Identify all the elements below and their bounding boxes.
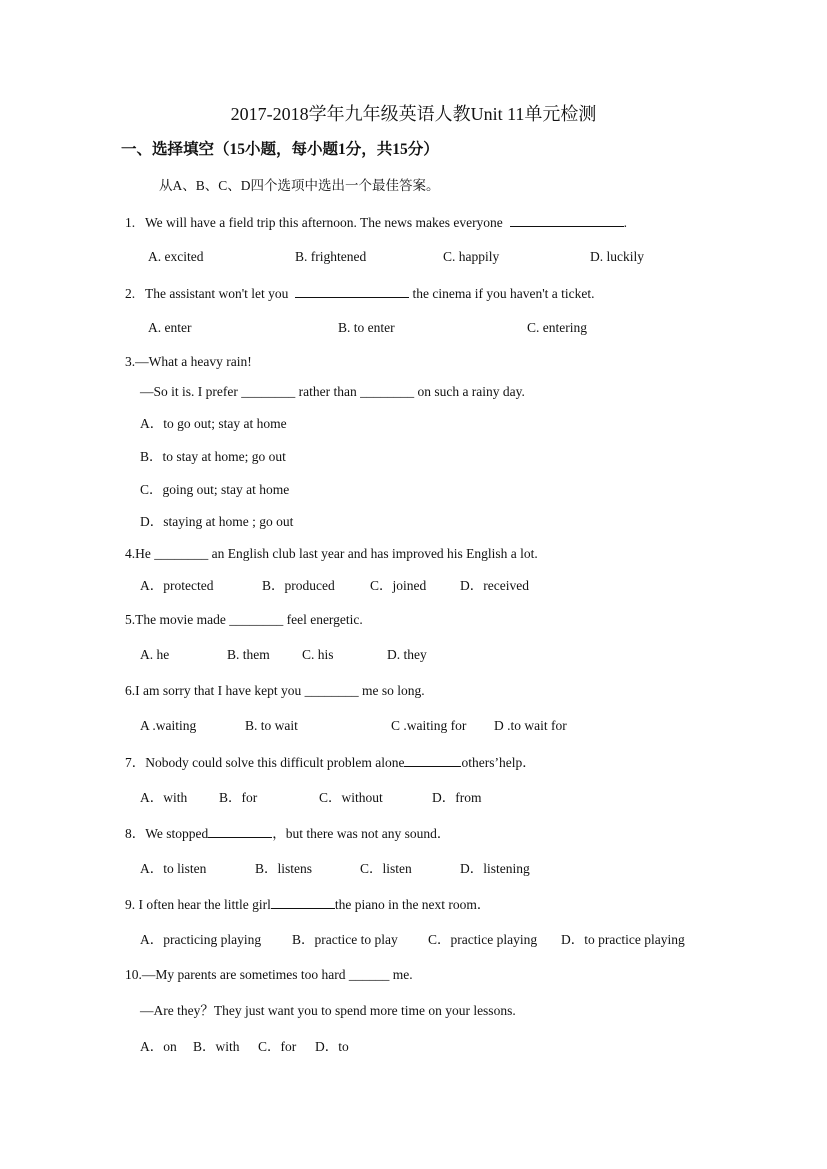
option-c[interactable]: C．without xyxy=(319,790,383,805)
question-text: 8．We stopped xyxy=(125,826,209,841)
option-d[interactable]: D．staying at home ; go out xyxy=(140,514,294,529)
option-d[interactable]: D．listening xyxy=(460,861,530,876)
option-c[interactable]: C．joined xyxy=(370,578,427,593)
option-b[interactable]: B．for xyxy=(219,790,258,805)
question-text-end: the piano in the next room． xyxy=(334,897,491,912)
question-text: 4.He ________ an English club last year and has improved his English a lot. xyxy=(125,546,538,561)
option-a[interactable]: A．practicing playing xyxy=(140,932,262,947)
question-text: 2. The assistant won't let you xyxy=(125,286,296,301)
section-heading: 一、选择填空（15小题，每小题1分，共15分） xyxy=(121,141,439,158)
option-d[interactable]: D．received xyxy=(460,578,529,593)
option-c[interactable]: C．for xyxy=(258,1039,297,1054)
option-b[interactable]: B. frightened xyxy=(295,249,367,264)
question-text-end: others’help． xyxy=(461,755,536,770)
question-stem xyxy=(125,825,450,842)
option-b[interactable]: B．listens xyxy=(255,861,313,876)
option-b[interactable]: B．to stay at home; go out xyxy=(140,449,286,464)
option-c[interactable]: C．practice playing xyxy=(428,932,538,947)
option-a[interactable]: A. excited xyxy=(148,249,204,264)
answer-blank xyxy=(271,896,335,909)
answer-blank xyxy=(208,825,272,838)
option-d[interactable]: D. luckily xyxy=(590,249,644,264)
document-title: 2017-2018学年九年级英语人教Unit 11单元检测 xyxy=(230,104,597,124)
question-text: 3.—What a heavy rain! xyxy=(125,354,252,369)
option-c[interactable]: C .waiting for xyxy=(391,718,467,733)
answer-blank xyxy=(295,285,409,298)
question-text-end: ，but there was not any sound． xyxy=(272,826,451,841)
option-c[interactable]: C. entering xyxy=(527,320,587,335)
instruction-text: 从A、B、C、D四个选项中选出一个最佳答案。 xyxy=(159,178,440,193)
question-text: 9. I often hear the little girl xyxy=(125,897,271,912)
option-a[interactable]: A．to listen xyxy=(140,861,207,876)
question-stem xyxy=(125,896,490,913)
option-b[interactable]: B. to enter xyxy=(338,320,395,335)
option-a[interactable]: A．on xyxy=(140,1039,177,1054)
option-a[interactable]: A．protected xyxy=(140,578,214,593)
option-b[interactable]: B．produced xyxy=(262,578,335,593)
option-a[interactable]: A．to go out; stay at home xyxy=(140,416,287,431)
question-text-end: the cinema if you haven't a ticket. xyxy=(409,286,595,301)
option-b[interactable]: B．with xyxy=(193,1039,240,1054)
option-d[interactable]: D .to wait for xyxy=(494,718,567,733)
option-c[interactable]: C. happily xyxy=(443,249,500,264)
option-d[interactable]: D．from xyxy=(432,790,482,805)
option-c[interactable]: C. his xyxy=(302,647,334,662)
option-b[interactable]: B．practice to play xyxy=(292,932,398,947)
option-d[interactable]: D．to practice playing xyxy=(561,932,685,947)
option-b[interactable]: B. to wait xyxy=(245,718,298,733)
answer-blank xyxy=(510,214,624,227)
option-b[interactable]: B. them xyxy=(227,647,270,662)
question-stem xyxy=(125,285,595,302)
question-text: 6.I am sorry that I have kept you ________ me so long. xyxy=(125,683,425,698)
option-a[interactable]: A. enter xyxy=(148,320,192,335)
option-d[interactable]: D．to xyxy=(315,1039,349,1054)
option-a[interactable]: A．with xyxy=(140,790,188,805)
question-text: 1. We will have a field trip this afternoon. The news makes everyone xyxy=(125,215,510,230)
question-text: 10.—My parents are sometimes too hard ______ me. xyxy=(125,967,413,982)
answer-blank xyxy=(404,754,461,767)
option-d[interactable]: D. they xyxy=(387,647,427,662)
question-text-reply: —So it is. I prefer ________ rather than ________ on such a rainy day. xyxy=(140,384,525,399)
question-stem xyxy=(125,214,627,231)
question-text-reply: —Are they？They just want you to spend more time on your lessons. xyxy=(140,1003,516,1018)
option-c[interactable]: C．going out; stay at home xyxy=(140,482,290,497)
option-a[interactable]: A .waiting xyxy=(140,718,197,733)
question-stem xyxy=(125,754,536,771)
option-a[interactable]: A. he xyxy=(140,647,170,662)
option-c[interactable]: C．listen xyxy=(360,861,412,876)
question-text: 5.The movie made ________ feel energetic. xyxy=(125,612,363,627)
question-text-end: . xyxy=(623,215,627,230)
question-text: 7．Nobody could solve this difficult problem alone xyxy=(125,755,405,770)
